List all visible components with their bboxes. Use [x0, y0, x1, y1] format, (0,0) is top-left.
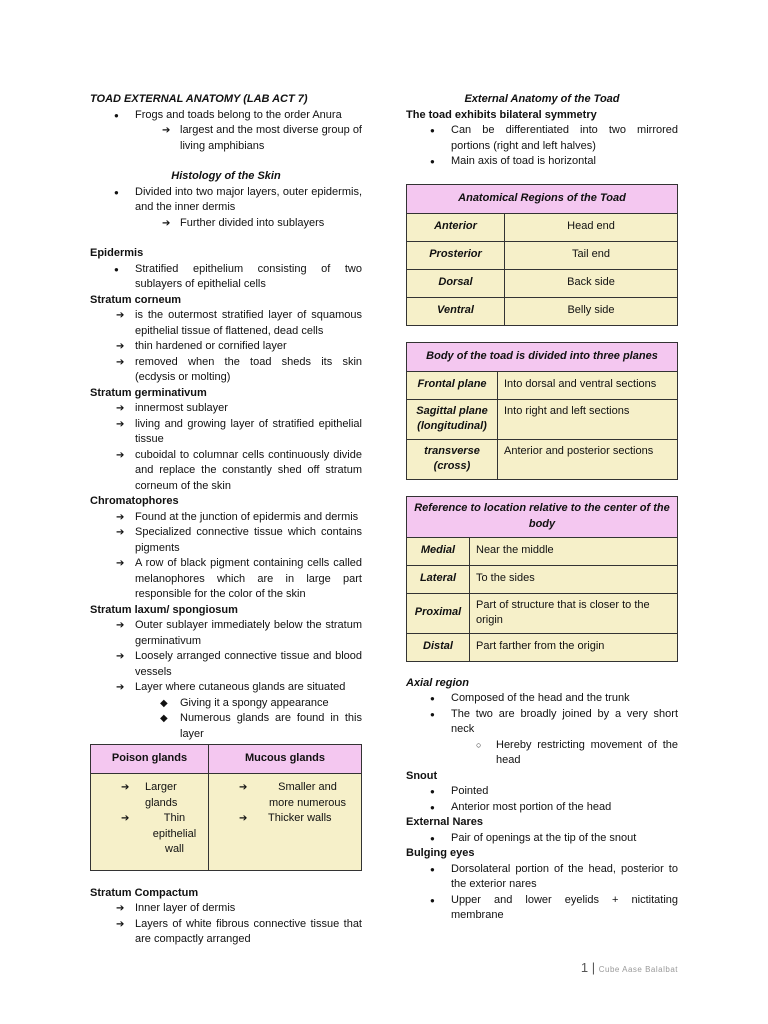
table-cell: Anterior: [407, 213, 505, 241]
table-cell: Part farther from the origin: [470, 633, 678, 661]
table-cell: Ventral: [407, 297, 505, 325]
table-cell: Part of structure that is closer to the origin: [470, 593, 678, 633]
list-item: ➔ innermost sublayer: [90, 401, 362, 417]
list-item: ➔ Layer where cutaneous glands are situated: [90, 680, 362, 696]
table-cell: Sagittal plane (longitudinal): [407, 399, 498, 439]
list-item: ● Anterior most portion of the head: [406, 800, 678, 816]
author-name: Cube Aase Balalbat: [598, 965, 678, 974]
table-cell: Into right and left sections: [498, 399, 678, 439]
list-item: ● Pair of openings at the tip of the snout: [406, 831, 678, 847]
planes-table: [406, 342, 678, 480]
list-item: ➔ A row of black pigment containing cells called melanophores which are in large part responsible for the color of the skin: [90, 556, 362, 603]
list-item: ● Can be differentiated into two mirrored portions (right and left halves): [406, 123, 678, 154]
regions-table: [406, 184, 678, 326]
list-item: ➔ living and growing layer of stratified epithelial tissue: [90, 417, 362, 448]
table-cell: transverse (cross): [407, 439, 498, 479]
table-title: Reference to location relative to the center of the body: [407, 496, 678, 537]
table-cell: Medial: [407, 537, 470, 565]
list-item: ○ Hereby restricting movement of the head: [406, 738, 678, 769]
glands-table: [90, 744, 362, 871]
table-cell: Dorsal: [407, 269, 505, 297]
table-cell: Anterior and posterior sections: [498, 439, 678, 479]
list-item: ◆ Giving it a spongy appearance: [90, 696, 362, 712]
heading-bulging-eyes: Bulging eyes: [406, 847, 475, 859]
heading-symmetry: The toad exhibits bilateral symmetry: [406, 108, 597, 121]
list-item: ➔ Smaller and more numerous: [213, 780, 357, 811]
table-cell: Near the middle: [470, 537, 678, 565]
list-item: ➔ largest and the most diverse group of living amphibians: [90, 123, 362, 154]
list-item: ● Dorsolateral portion of the head, posterior to the exterior nares: [406, 862, 678, 893]
list-item: ● Divided into two major layers, outer epidermis, and the inner dermis: [90, 185, 362, 216]
table-cell: Into dorsal and ventral sections: [498, 371, 678, 399]
list-item: ➔ Thicker walls: [213, 811, 357, 827]
location-table: [406, 496, 678, 662]
heading-chromatophores: Chromatophores: [90, 495, 179, 507]
list-item: ➔ Layers of white fibrous connective tissue that are compactly arranged: [90, 917, 362, 948]
list-item: ➔ Specialized connective tissue which contains pigments: [90, 525, 362, 556]
list-item: ➔ thin hardened or cornified layer: [90, 339, 362, 355]
list-item: ● Composed of the head and the trunk: [406, 691, 678, 707]
list-item: ● Pointed: [406, 784, 678, 800]
heading-stratum-laxum: Stratum laxum/ spongiosum: [90, 603, 238, 616]
page-footer: [581, 960, 678, 978]
table-cell: Head end: [505, 213, 678, 241]
footer-separator: |: [591, 960, 596, 975]
table-cell: To the sides: [470, 565, 678, 593]
table-cell: Tail end: [505, 241, 678, 269]
table-cell: Back side: [505, 269, 678, 297]
heading-stratum-germinativum: Stratum germinativum: [90, 386, 207, 399]
section-title-histology: Histology of the Skin: [171, 170, 281, 182]
heading-external-nares: External Nares: [406, 816, 484, 828]
table-cell: [91, 774, 209, 871]
list-item: ➔ is the outermost stratified layer of squamous epithelial tissue of flattened, dead cells: [90, 308, 362, 339]
list-item: ➔ Found at the junction of epidermis and dermis: [90, 510, 362, 526]
list-item: ● Frogs and toads belong to the order Anura: [90, 108, 362, 124]
table-cell: Belly side: [505, 297, 678, 325]
table-cell: Lateral: [407, 565, 470, 593]
page-number: 1: [580, 960, 589, 975]
table-header: Poison glands: [91, 745, 209, 774]
section-title-external-anatomy: External Anatomy of the Toad: [464, 93, 620, 105]
list-item: ➔ removed when the toad sheds its skin (ecdysis or molting): [90, 355, 362, 386]
list-item: ● Upper and lower eyelids + nictitating membrane: [406, 893, 678, 924]
heading-axial-region: Axial region: [406, 676, 469, 689]
list-item: ➔ cuboidal to columnar cells continuously divide and replace the constantly shed off stratum corneum of the skin: [90, 448, 362, 495]
heading-epidermis: Epidermis: [90, 247, 144, 259]
list-item: ➔ Larger glands: [95, 780, 204, 811]
list-item: ◆ Numerous glands are found in this layer: [90, 711, 362, 742]
list-item: ➔ Thin epithelial wall: [95, 811, 204, 858]
table-cell: [208, 774, 361, 871]
heading-snout: Snout: [406, 769, 438, 782]
list-item: ● Main axis of toad is horizontal: [406, 154, 678, 170]
heading-stratum-corneum: Stratum corneum: [90, 293, 182, 306]
list-item: ● The two are broadly joined by a very short neck: [406, 707, 678, 738]
list-item: ➔ Outer sublayer immediately below the stratum germinativum: [90, 618, 362, 649]
table-cell: Proximal: [407, 593, 470, 633]
table-title: Anatomical Regions of the Toad: [407, 184, 678, 213]
document-title: TOAD EXTERNAL ANATOMY (LAB ACT 7): [90, 93, 308, 105]
list-item: ➔ Inner layer of dermis: [90, 901, 362, 917]
list-item: ➔ Loosely arranged connective tissue and blood vessels: [90, 649, 362, 680]
table-title: Body of the toad is divided into three planes: [407, 342, 678, 371]
table-header: Mucous glands: [208, 745, 361, 774]
list-item: ● Stratified epithelium consisting of two sublayers of epithelial cells: [90, 262, 362, 293]
table-cell: Frontal plane: [407, 371, 498, 399]
left-column: [90, 92, 362, 948]
table-cell: Prosterior: [407, 241, 505, 269]
right-column: [406, 92, 678, 924]
table-cell: Distal: [407, 633, 470, 661]
heading-stratum-compactum: Stratum Compactum: [90, 886, 199, 899]
list-item: ➔ Further divided into sublayers: [90, 216, 362, 232]
